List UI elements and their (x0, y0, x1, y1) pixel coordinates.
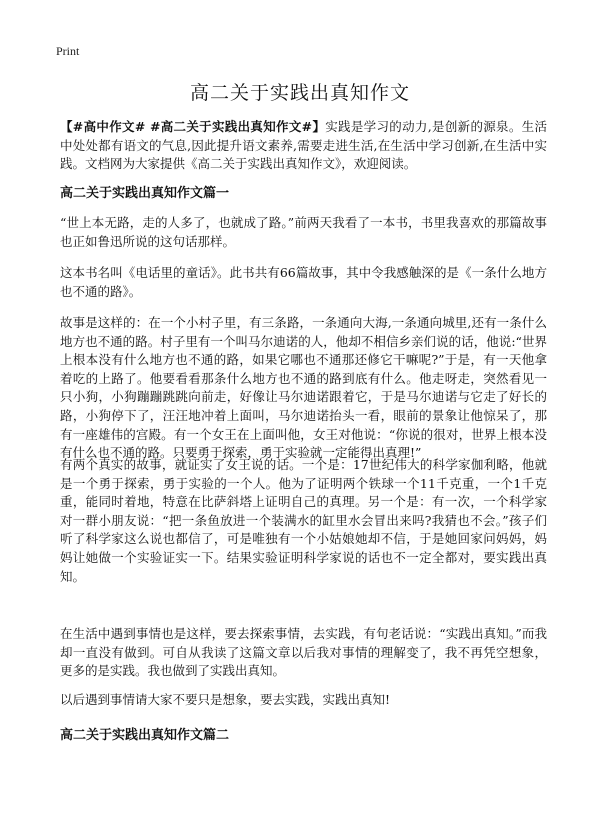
paragraph-2: 这本书名叫《电话里的童话》。此书共有66篇故事，其中令我感触深的是《一条什么地方也不通的路》。 (60, 265, 547, 299)
document-title: 高二关于实践出真知作文 (189, 82, 410, 104)
paragraph-4: 有两个真实的故事，就证实了女王说的话。一个是：17世纪伟大的科学家伽利略，他就是一个勇于探索，勇于实验的一个人。他为了证明两个铁球一个11千克重，一个1千克重，能同时着地，特意在比萨斜塔上证明自己的真理。另一个是：有一次，一个科学家对一群小朋友说：“把一条鱼放进一个装满水的缸里水会冒出来吗?我猜也不会。”孩子们听了科学家这么说也都信了，可是唯独有一个小姑娘她却不信，于是她回家问妈妈，妈妈让她做一个实验证实一下。结果实验证明科学家说的话也不一定全都对，要实践出真知。 (60, 457, 547, 584)
paragraph-5: 在生活中遇到事情也是这样，要去探索事情，去实践，有句老话说：“实践出真知。”而我却一直没有做到。可自从我读了这篇文章以后我对事情的理解变了，我不再凭空想象，更多的是实践。我也做到了实践出真知。 (60, 626, 547, 679)
intro-paragraph (60, 118, 547, 174)
intro-text: 实践是学习的动力,是创新的源泉。生活中处处都有语文的气息,因此提升语文素养,需要走进生活,在生活中学习创新,在生活中实践。文档网为大家提供《高二关于实践出真知作文》，欢迎阅读。 (60, 119, 547, 172)
print-label: Print (56, 44, 80, 58)
section-heading-2: 高二关于实践出真知作文篇二 (60, 728, 230, 743)
paragraph-3: 故事是这样的：在一个小村子里，有三条路，一条通向大海,一条通向城里,还有一条什么地方也不通的路。村子里有一个叫马尔迪诺的人，他却不相信乡亲们说的话，他说:“世界上根本没有什么地方也不通的路，如果它哪也不通那还修它干嘛呢?”于是，有一天他拿着吃的上路了。他要看看那条什么地方也不通的路到底有什么。他走呀走，突然看见一只小狗，小狗蹦蹦跳跳向前走，好像让马尔迪诺跟着它，于是马尔迪诺与它走了好长的路，小狗停下了，汪汪地冲着上面叫，马尔迪诺抬头一看，眼前的景象让他惊呆了，那有一座雄伟的宫殿。有一个女王在上面叫他，女王对他说：“你说的很对，世界上根本没有什么也不通的路。只要勇于探索，勇于实验就一定能得出真理!” (60, 315, 547, 461)
paragraph-1: “世上本无路，走的人多了，也就成了路。”前两天我看了一本书，书里我喜欢的那篇故事也正如鲁迅所说的这句话那样。 (60, 215, 547, 249)
intro-tags: 【#高中作文# #高二关于实践出真知作文#】 (60, 119, 326, 134)
paragraph-6: 以后遇到事情请大家不要只是想象，要去实践，实践出真知! (60, 692, 391, 707)
section-heading-1: 高二关于实践出真知作文篇一 (60, 186, 230, 201)
